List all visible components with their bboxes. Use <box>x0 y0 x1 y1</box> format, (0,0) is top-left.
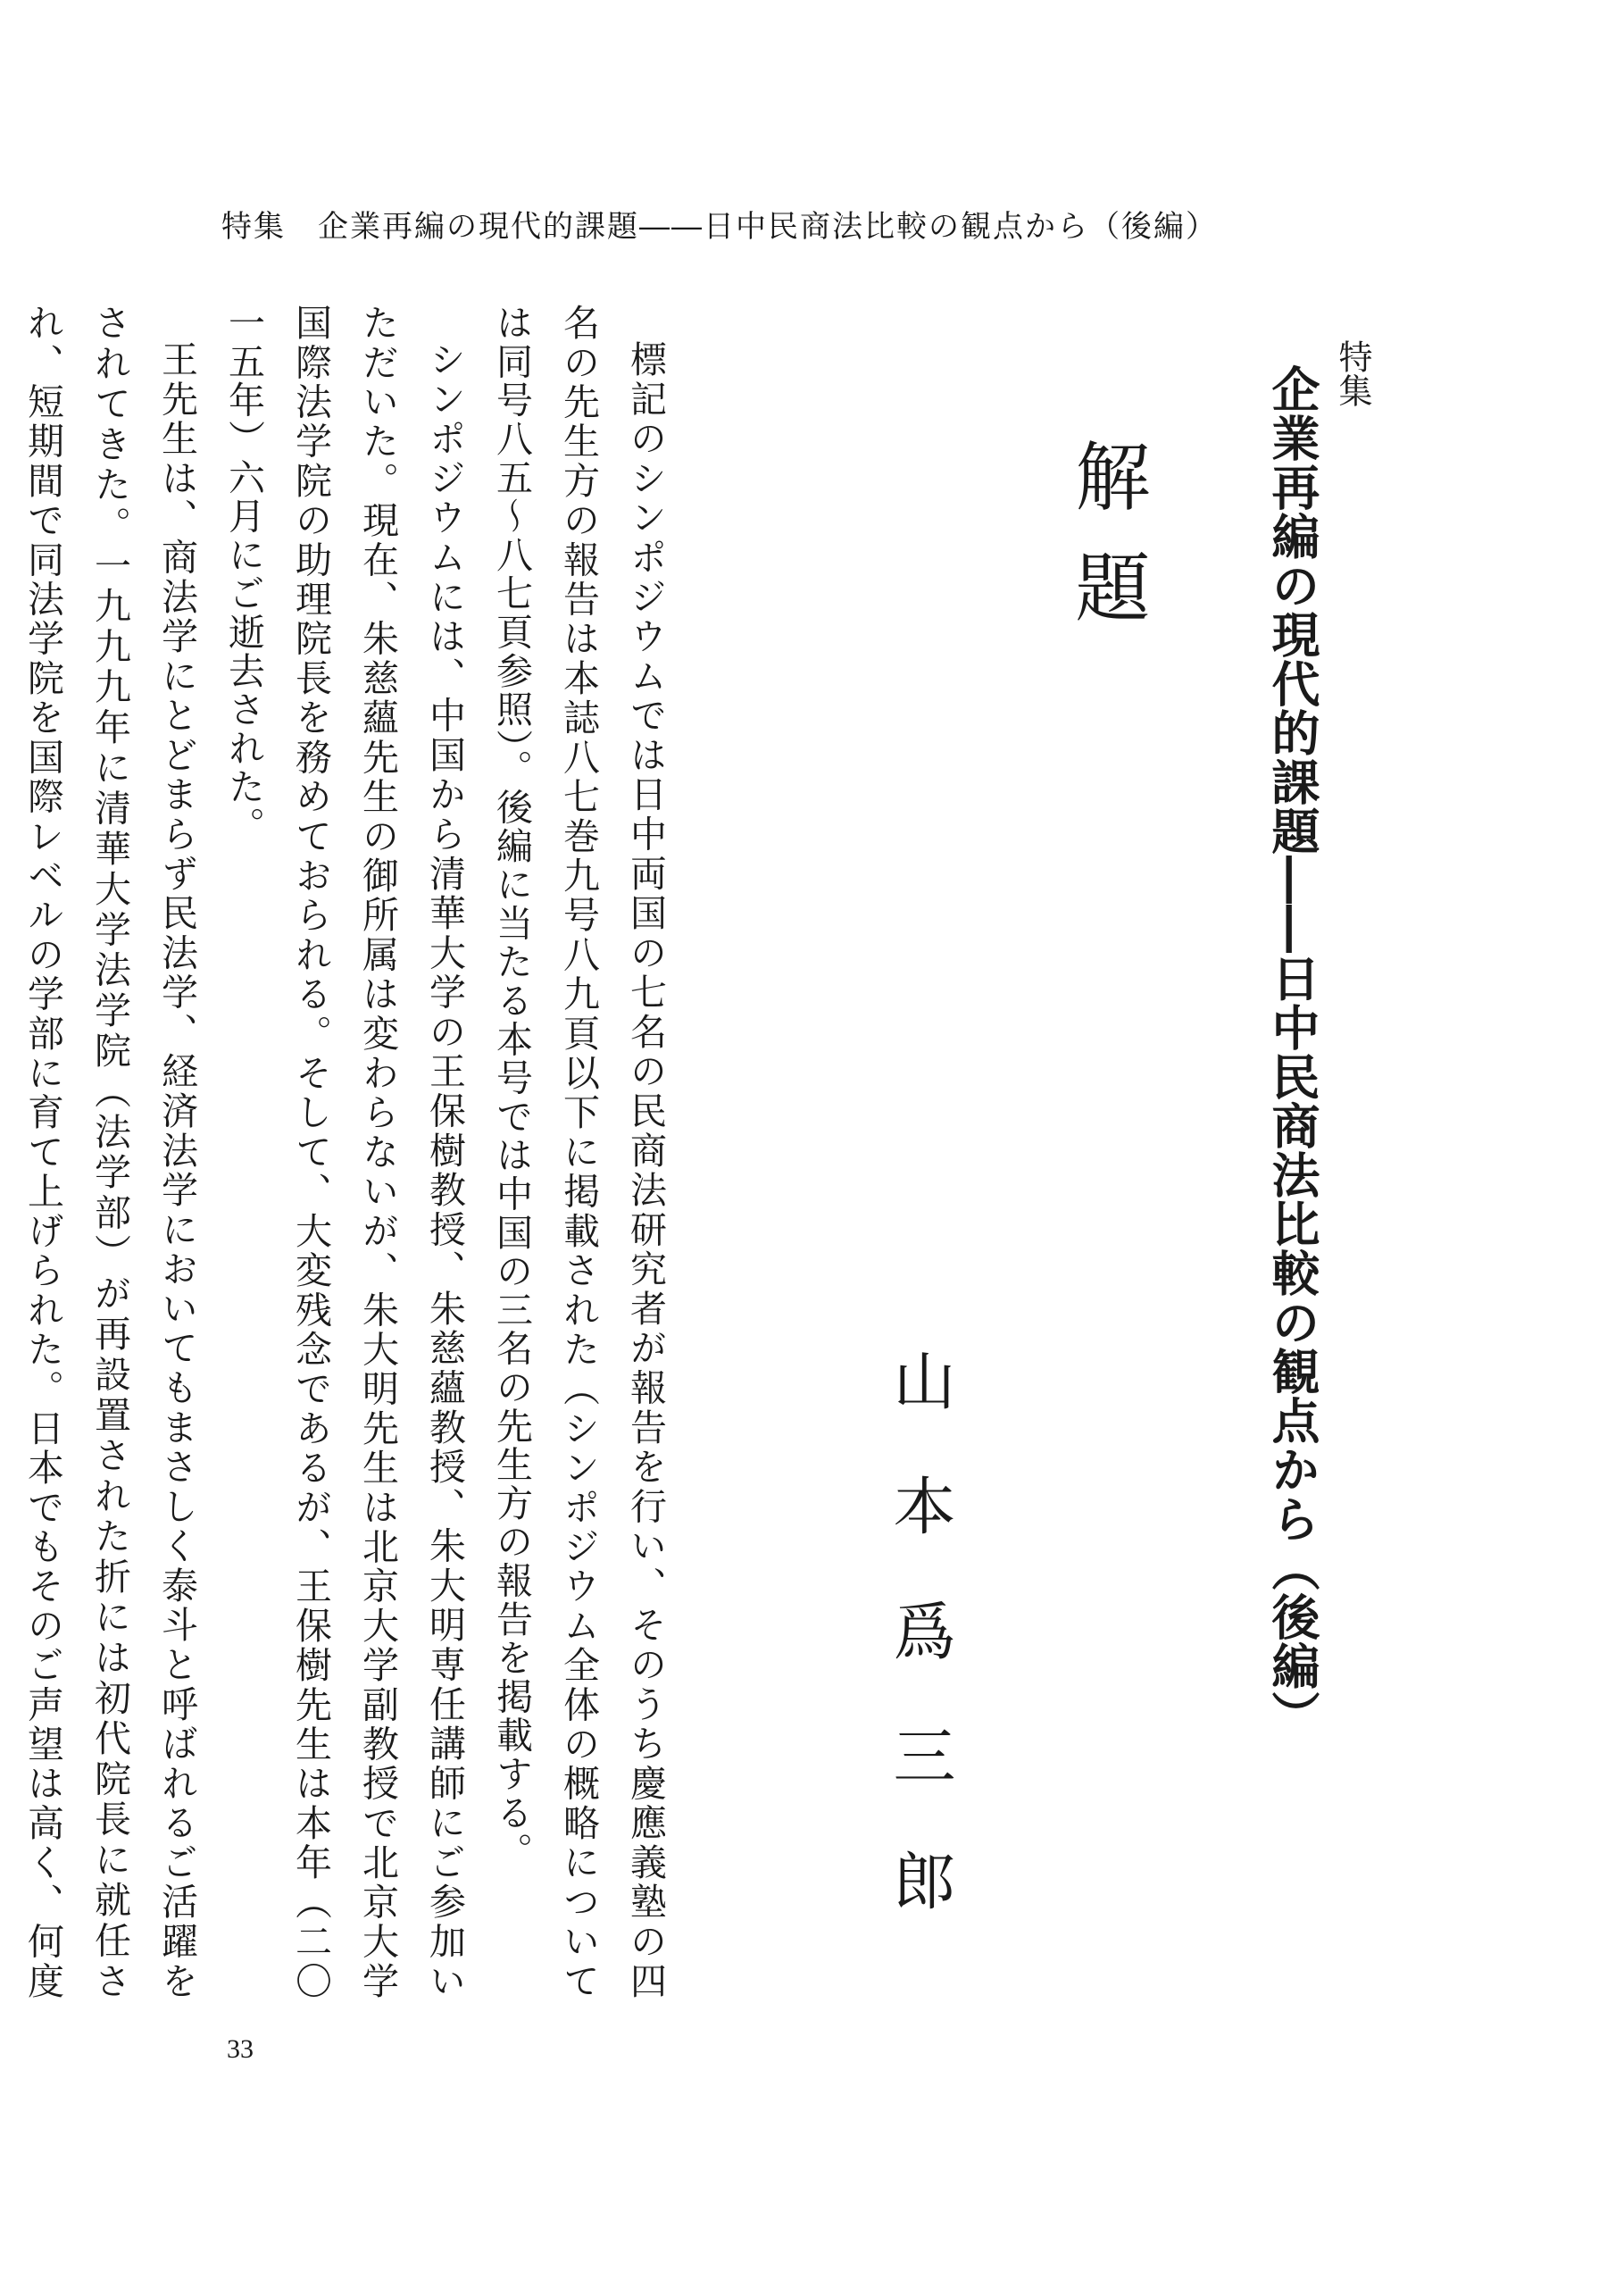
author-name: 山本爲三郎 <box>883 1348 956 1974</box>
body-paragraph: 王先生は、商法学にとどまらず民法学、経済法学においてもまさしく泰斗と呼ばれるご活躍をされてきた。一九九九年に清華大学法学院（法学部）が再設置された折には初代院長に就任され、短期間で同法学院を国際レベルの学部に育て上げられた。日本でもそのご声望は高く、何度 <box>21 304 198 2000</box>
section-tag: 特集 <box>1333 339 1372 407</box>
page-number: 33 <box>227 2034 254 2064</box>
body-paragraph: 標記のシンポジウムでは日中両国の七名の民商法研究者が報告を行い、そのうち慶應義塾の四名の先生方の報告は本誌八七巻九号八九頁以下に掲載された（シンポジウム全体の概略については同号八五～八七頁参照）。後編に当たる本号では中国の三名の先生方の報告を掲載する。 <box>490 304 667 2000</box>
running-header: 特集 企業再編の現代的課題――日中民商法比較の観点から（後編） <box>221 209 1218 245</box>
article-body <box>0 304 679 2000</box>
article-title: 解題 <box>1063 438 1151 659</box>
body-paragraph: シンポジウムには、中国から清華大学の王保樹教授、朱慈蘊教授、朱大明専任講師にご参加いただいた。現在、朱慈蘊先生の御所属は変わらないが、朱大明先生は北京大学副教授で北京大学国際法学院の助理院長を務めておられる。そして、大変残念であるが、王保樹先生は本年（二〇一五年）六月にご逝去された。 <box>222 304 466 2000</box>
series-title: 企業再編の現代的課題――日中民商法比較の観点から（後編） <box>1264 364 1321 1740</box>
